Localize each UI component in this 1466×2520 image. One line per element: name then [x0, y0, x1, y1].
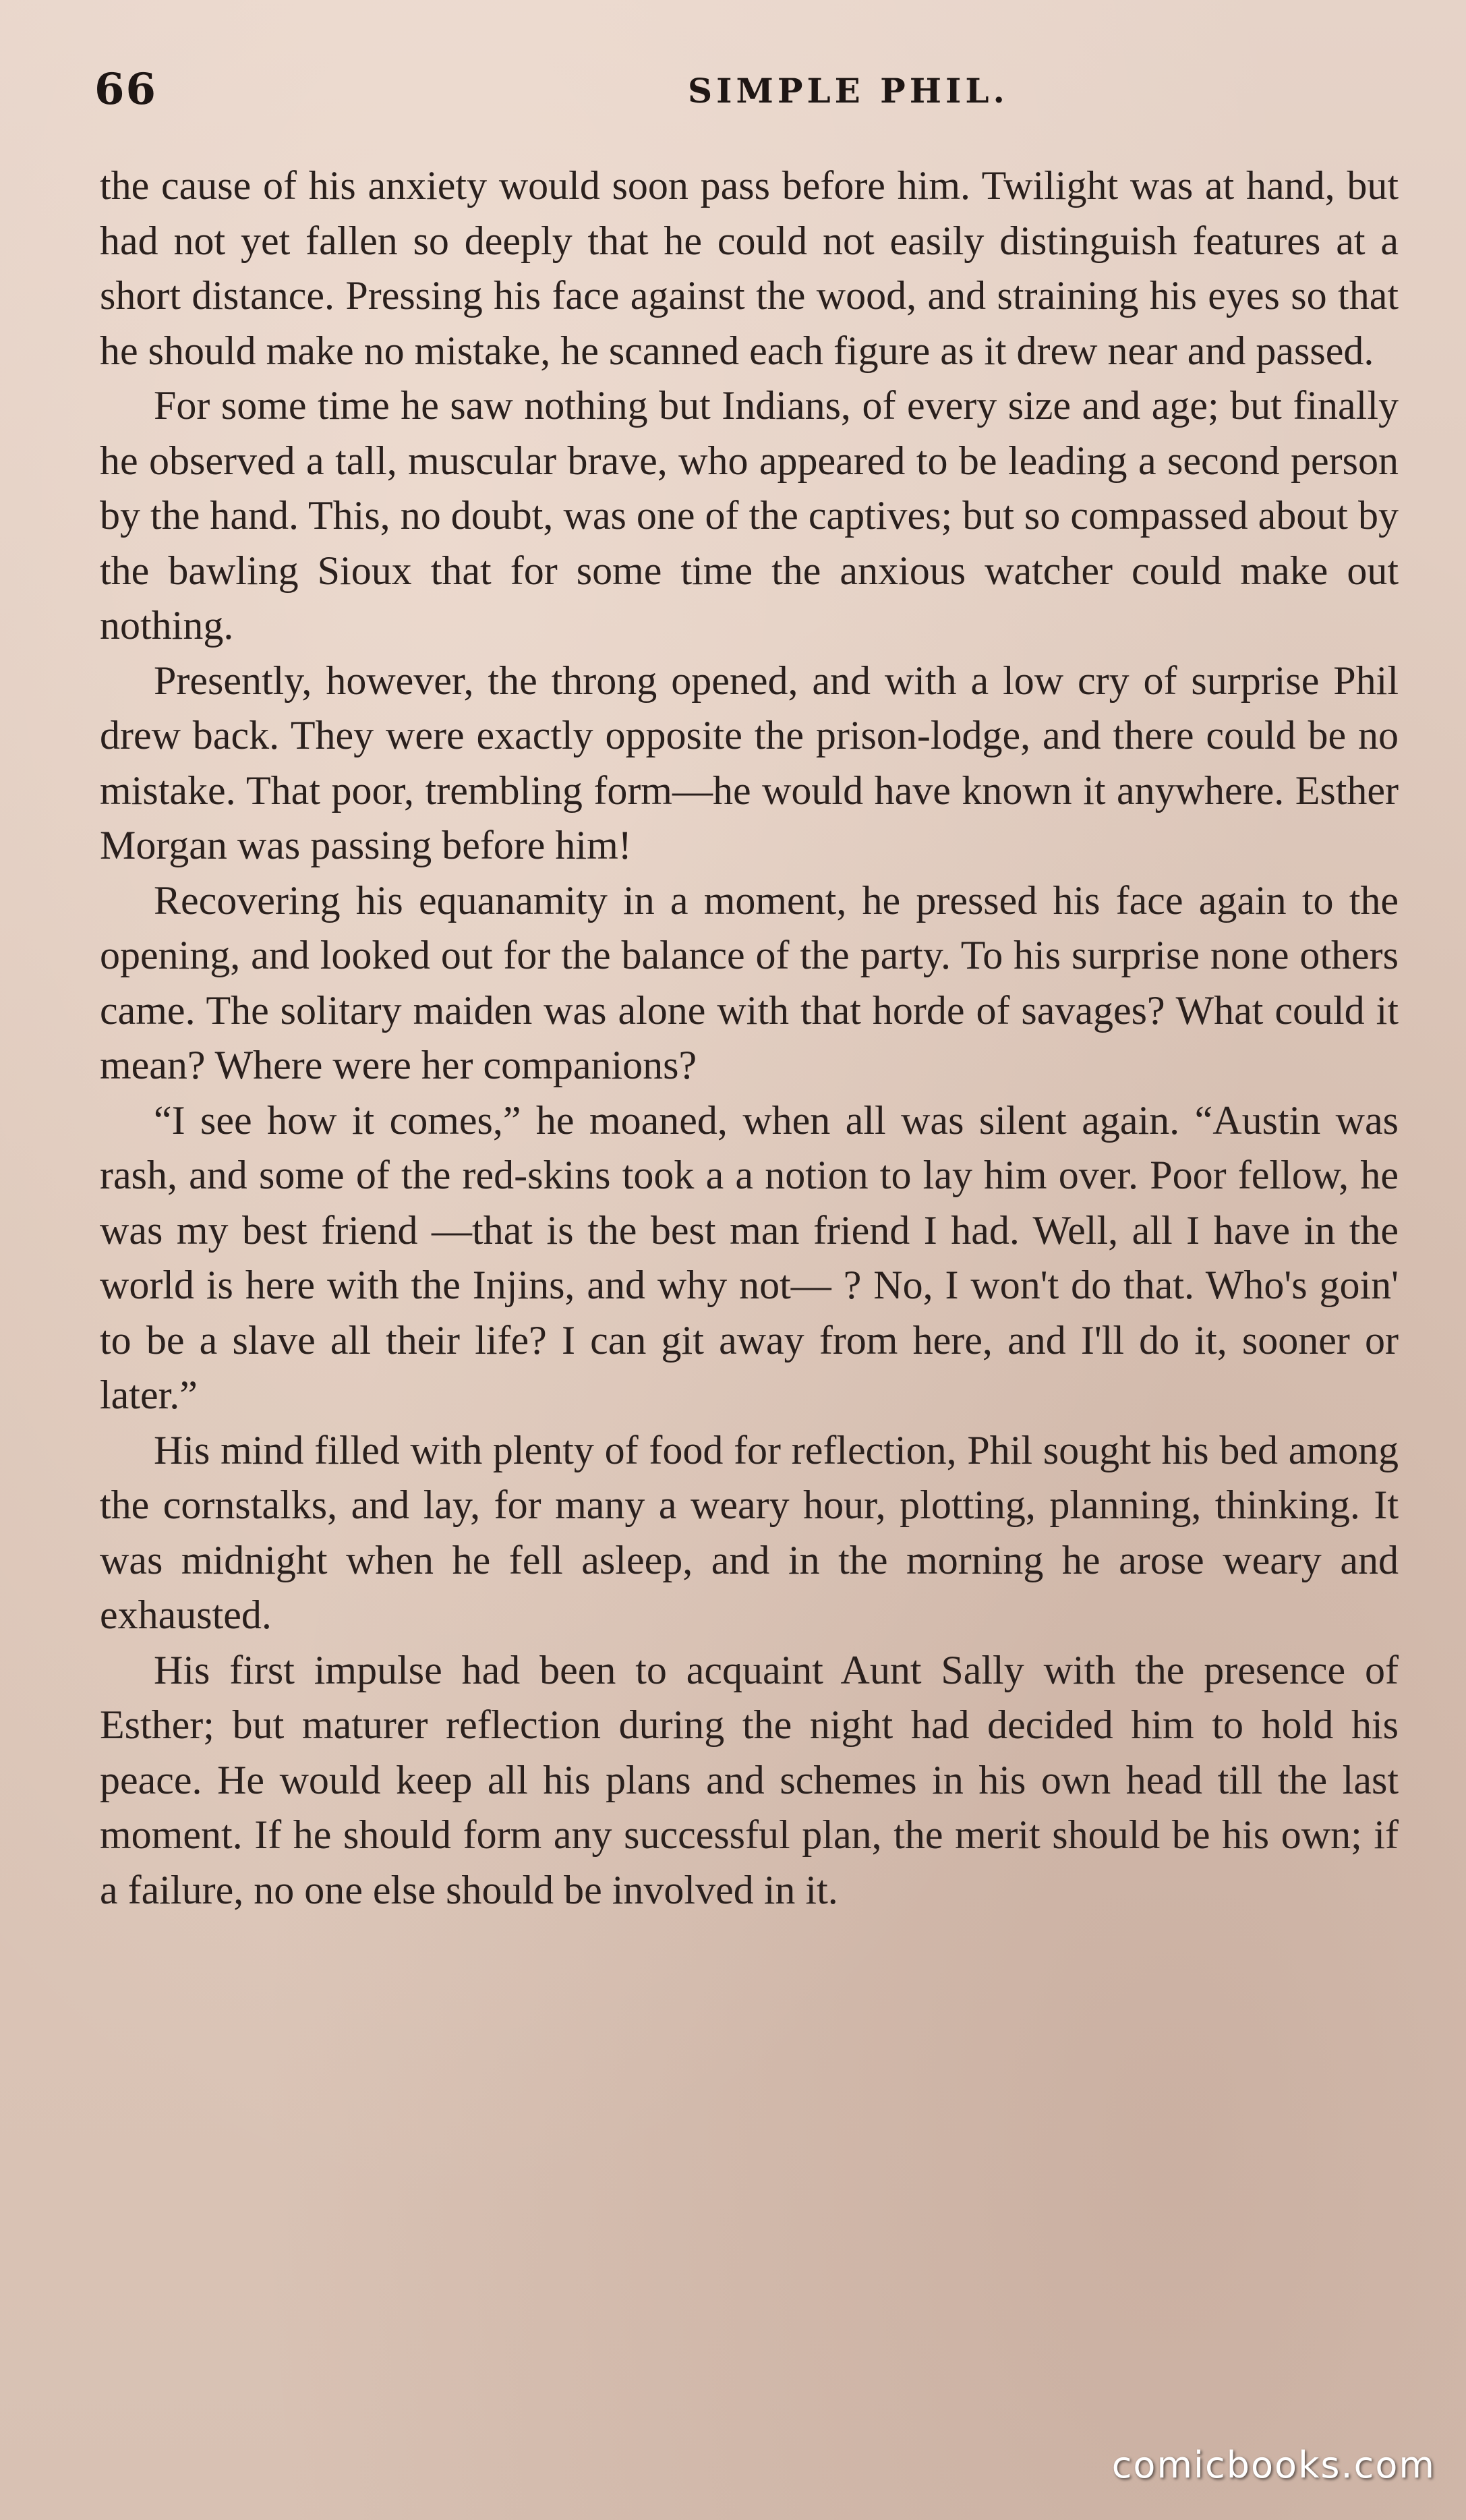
page-header — [94, 64, 1396, 118]
paragraph: the cause of his anxiety would soon pass before him. Twilight was at hand, but had not yet fallen so deeply that he could not easily distinguish features at a short distance. Pressing his face against the wood, and straining his eyes so that he should make no mistake, he scanned each figure as it drew near and passed. — [100, 163, 1399, 373]
paragraph: Presently, however, the throng opened, and with a low cry of surprise Phil drew back. They were exactly opposite the prison-lodge, and there could be no mistake. That poor, trembling form—he would have known it anywhere. Esther Morgan was passing before him! — [100, 658, 1399, 867]
paragraph: Recovering his equanamity in a moment, he pressed his face again to the opening, and looked out for the balance of the party. To his surprise none others came. The solitary maiden was alone with that horde of savages? What could it mean? Where were her companions? — [100, 878, 1399, 1087]
paragraph: For some time he saw nothing but Indians, of every size and age; but finally he observed a tall, muscular brave, who appeared to be leading a second person by the hand. This, no doubt, was one of the captives; but so compassed about by the bawling Sioux that for some time the anxious watcher could make out nothing. — [100, 383, 1399, 648]
paragraph: “I see how it comes,” he moaned, when all was silent again. “Austin was rash, and some of the red-skins took a a notion to lay him over. Poor fellow, he was my best friend —that is the best man friend I had. Well, all I have in the world is here with the Injins, and why not— ? No, I won't do that. Who's goin' to be a slave all their life? I can git away from here, and I'll do it, sooner or later.” — [100, 1097, 1399, 1417]
page-number: 66 — [94, 64, 158, 115]
paragraph: His first impulse had been to acquaint Aunt Sally with the presence of Esther; but maturer reflection during the night had decided him to hold his peace. He would keep all his plans and schemes in his own head till the last moment. If he should form any successful plan, the merit should be his own; if a failure, no one else should be involved in it. — [100, 1647, 1399, 1912]
watermark: comicbooks.com — [1111, 2444, 1436, 2486]
running-title: SIMPLE PHIL. — [688, 71, 1009, 111]
body-text — [100, 159, 1399, 1918]
paragraph: His mind filled with plenty of food for reflection, Phil sought his bed among the cornstalks, and lay, for many a weary hour, plotting, planning, thinking. It was midnight when he fell asleep, and in the morning he arose weary and exhausted. — [100, 1427, 1399, 1637]
